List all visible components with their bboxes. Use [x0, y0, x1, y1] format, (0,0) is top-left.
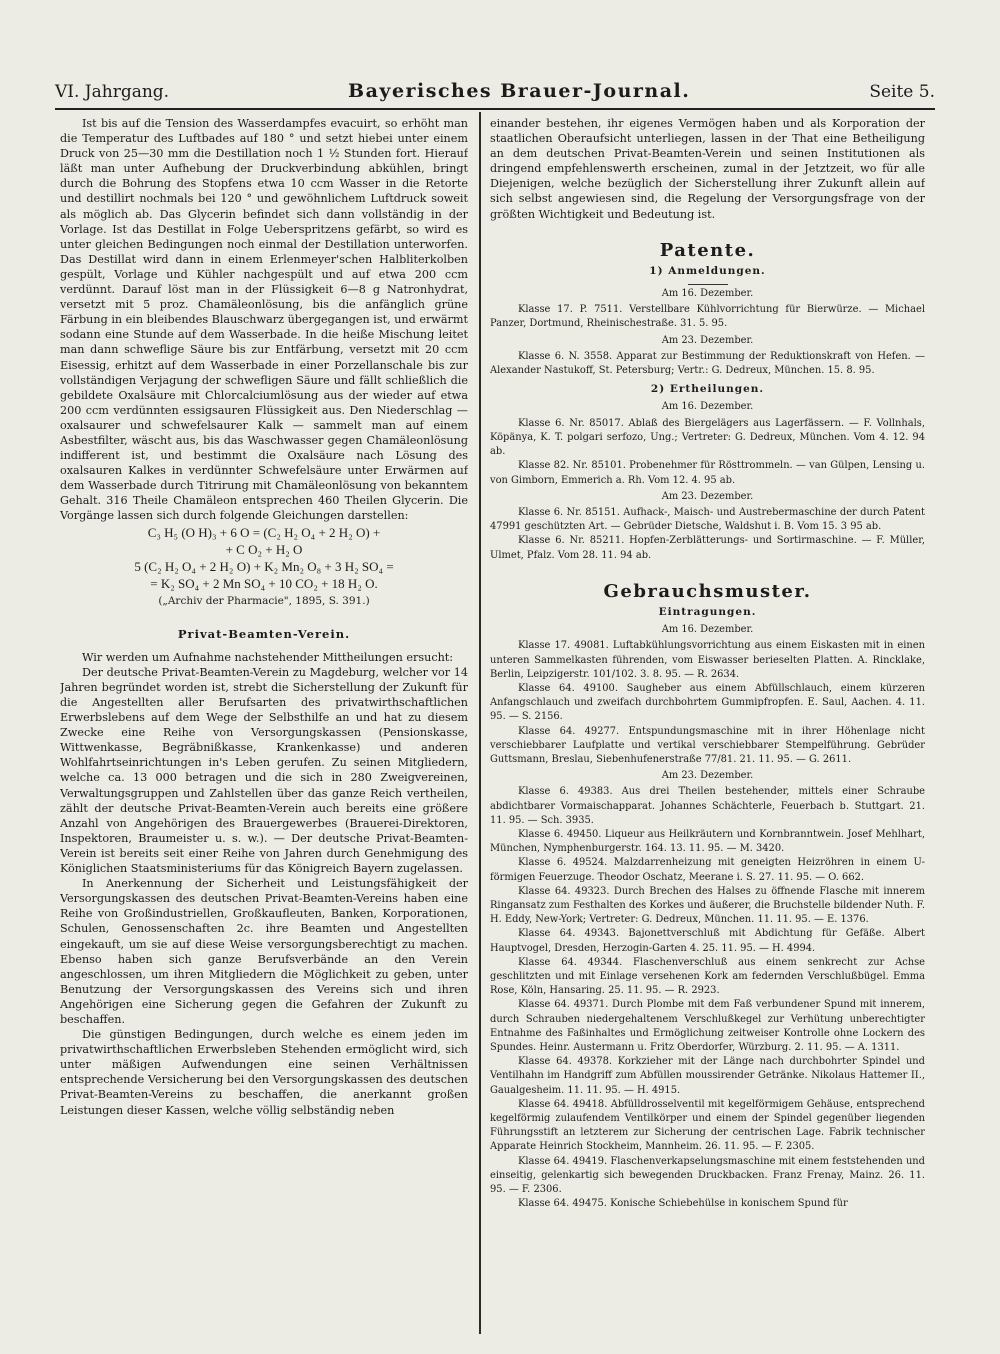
gebrauchsmuster-entry: Klasse 64. 49419. Flaschenverkapselungsmaschine mit einem feststehenden und einseitig, gelenkartig sich bewegenden Druckbacken. Franz Frenay, Mainz. 26. 11. 95. — F. 2306. [490, 1155, 925, 1196]
date-heading: Am 23. Dezember. [661, 334, 754, 346]
date-heading: Am 23. Dezember. [661, 490, 754, 502]
divider [688, 284, 728, 285]
date-heading: Am 16. Dezember. [661, 401, 754, 413]
verein-paragraph-3: Die günstigen Bedingungen, durch welche es einem jeden im privatwirthschaftlichen Erwerbsleben Stehenden ermöglicht wird, sich unter mäßigen Aufwendungen eine seinen Verhältnissen entsprechende Versicherung bei den Versorgungskassen des deutschen Privat-Beamten-Vereins zu beschaffen, die anerkannt großen Leistungen dieser Kassen, welche völlig selbständig neben [60, 1028, 468, 1117]
gebrauchsmuster-entry: Klasse 64. 49418. Abfülldrosselventil mit kegelförmigem Gehäuse, entsprechend kegelförmig zulaufendem Ventilkörper und einem der Spindel gegenüber liegenden Führungsstift an letzterem zur Sicherung der centrischen Lage. Fabrik technischer Apparate Heinrich Stockheim, Mannheim. 26. 11. 95. — F. 2305. [490, 1098, 925, 1153]
date-heading: Am 16. Dezember. [661, 624, 754, 636]
gebrauchsmuster-entry: Klasse 64. 49378. Korkzieher mit der Länge nach durchbohrter Spindel und Ventilhahn im Handgriff zum Abfüllen moussirender Getränke. Nikolaus Hattemer II., Gaualgesheim. 11. 11. 95. — H. 4915. [490, 1056, 925, 1096]
right-column [490, 116, 925, 1326]
left-column [60, 116, 468, 1326]
patents-title: Patente. [659, 239, 756, 261]
gebrauchsmuster-entry: Klasse 64. 49100. Saugheber aus einem Abfüllschlauch, einem kürzeren Anfangschlauch und zweifach durchbohrtem Gummipfropfen. E. Saul, Aachen. 4. 11. 95. — S. 2156. [490, 682, 925, 723]
formula-line-4: = K₂ SO₄ + 2 Mn SO₄ + 10 CO₂ + 18 H₂ O. [150, 575, 378, 591]
anmeldungen-title: 1) Anmeldungen. [649, 264, 766, 277]
date-heading: Am 16. Dezember. [661, 288, 754, 300]
ertheilungen-title: 2) Ertheilungen. [650, 383, 765, 396]
intro-paragraph: Wir werden um Aufnahme nachstehender Mittheilungen ersucht: [82, 650, 454, 664]
date-heading: Am 23. Dezember. [661, 770, 754, 782]
patent-entry: Klasse 6. N. 3558. Apparat zur Bestimmung der Reduktionskraft von Hefen. — Alexander Nastukoff, St. Petersburg; Vertr.: G. Dedreux, München. 15. 8. 95. [490, 350, 925, 377]
patent-entry: Klasse 6. Nr. 85017. Ablaß des Biergelägers aus Lagerfässern. — F. Vollnhals, Köpänya, K. T. polgari serfozo, Ung.; Vertreter: G. Dedreux, München. Vom 4. 12. 94 ab. [490, 417, 925, 458]
patent-entry: Klasse 6. Nr. 85211. Hopfen-Zerblätterungs- und Sortirmaschine. — F. Müller, Ulmet, Pfalz. Vom 28. 11. 94 ab. [490, 535, 925, 561]
gebrauchsmuster-entry: Klasse 64. 49343. Bajonettverschluß mit Abdichtung für Gefäße. Albert Hauptvogel, Dresden, Herzogin-Garten 4. 25. 11. 95. — H. 4994. [490, 928, 925, 954]
gebrauchsmuster-entry: Klasse 64. 49475. Konische Schiebehülse in konischem Spund für [518, 1198, 848, 1210]
gebrauchsmuster-entry: Klasse 64. 49323. Durch Brechen des Halses zu öffnende Flasche mit innerem Ringansatz zum Festhalten des Korkes und äußerer, die Bruchstelle bildender Nuth. F. H. Eddy, New-York; Vertreter: G. Dedreux, München. 11. 11. 95. — E. 1376. [490, 885, 925, 926]
patent-entry: Klasse 82. Nr. 85101. Probenehmer für Rösttrommeln. — van Gülpen, Lensing u. von Gimborn, Emmerich a. Rh. Vom 12. 4. 95 ab. [490, 460, 925, 486]
header-rule [55, 108, 935, 110]
gebrauchsmuster-entry: Klasse 64. 49344. Flaschenverschluß aus einem senkrecht zur Achse geschlitzten und mit Einlage versehenen Kork am federnden Verschlußbügel. Emma Rose, Köln, Hansaring. 25. 11. 95. — R. 2923. [490, 956, 925, 997]
page-number: Seite 5. [869, 82, 935, 102]
patent-entry: Klasse 6. Nr. 85151. Aufhack-, Maisch- und Austrebermaschine der durch Patent 47991 geschützten Art. — Gebrüder Dietsche, Waldshut i. B. Vom 15. 3 95 ab. [490, 506, 925, 533]
patent-entry: Klasse 17. P. 7511. Verstellbare Kühlvorrichtung für Bierwürze. — Michael Panzer, Dortmund, Rheinischestraße. 31. 5. 95. [490, 304, 925, 330]
gebrauchsmuster-entry: Klasse 6. 49383. Aus drei Theilen bestehender, mittels einer Schraube abdichtbarer Vormaischapparat. Johannes Schächterle, Feuerbach b. Stuttgart. 21. 11. 95. — Sch. 3935. [490, 786, 925, 826]
volume-label: VI. Jahrgang. [55, 82, 170, 102]
source-citation: („Archiv der Pharmacie", 1895, S. 391.) [158, 594, 370, 607]
verein-continuation: einander bestehen, ihr eigenes Vermögen haben und als Korporation der staatlichen Oberaufsicht unterliegen, lassen in der That eine Betheiligung an dem deutschen Privat-Beamten-Verein und seinen Institutionen als dringend empfehlenswerth erscheinen, zumal in der Jetztzeit, wo für alle Diejenigen, welche bezüglich der Sicherstellung ihrer Zukunft allein auf sich selbst angewiesen sind, die Regelung der Versorgungsfrage von der größten Wichtigkeit und Bedeutung ist. [490, 117, 925, 221]
column-divider [479, 112, 481, 1334]
gebrauchsmuster-entry: Klasse 17. 49081. Luftabkühlungsvorrichtung aus einem Eiskasten mit in einen unteren Sammelkasten führenden, vom Eiswasser berieselten Platten. A. Rincklake, Berlin, Leipzigerstr. 101/102. 3. 8. 95. — R. 2634. [490, 640, 925, 680]
masthead-title: Bayerisches Brauer-Journal. [348, 80, 691, 102]
formula-line-3: 5 (C₂ H₂ O₄ + 2 H₂ O) + K₂ Mn₂ O₈ + 3 H₂ SO₄ = [134, 558, 394, 574]
page-header [55, 80, 935, 108]
verein-paragraph-1: Der deutsche Privat-Beamten-Verein zu Magdeburg, welcher vor 14 Jahren begründet worden ist, strebt die Sicherstellung der Zukunft für die Angestellten aller Berufsarten des privatwirthschaftlichen Erwerbslebens auf dem Wege der Selbsthilfe an und hat zu diesem Zwecke eine Reihe von Versorgungskassen (Pensionskasse, Wittwenkasse, Begräbnißkasse, Krankenkasse) und anderen Wohlfahrtseinrichtungen in's Leben gerufen. Zu seinen Mitgliedern, welche ca. 13 000 betragen und die sich in 280 Zweigvereinen, Verwaltungsgruppen und Zahlstellen über das ganze Reich vertheilen, zählt der deutsche Privat-Beamten-Verein auch bereits eine größere Anzahl von Angehörigen des Brauergewerbes (Brauerei-Direktoren, Inspektoren, Braumeister u. s. w.). — Der deutsche Privat-Beamten-Verein ist bereits seit einer Reihe von Jahren durch Genehmigung des Königlichen Staatsministeriums für das Königreich Bayern zugelassen. [60, 665, 468, 876]
section-title-privat-beamten-verein: Privat-Beamten-Verein. [177, 626, 351, 641]
eintragungen-title: Eintragungen. [658, 605, 757, 618]
gebrauchsmuster-entry: Klasse 6. 49450. Liqueur aus Heilkräutern und Kornbranntwein. Josef Mehlhart, München, Nymphenburgerstr. 164. 13. 11. 95. — M. 3420. [490, 828, 925, 855]
formula-line-2: + C O₂ + H₂ O [225, 541, 303, 557]
glycerin-paragraph: Ist bis auf die Tension des Wasserdampfes evacuirt, so erhöht man die Temperatur des Luftbades auf 180 ° und setzt hiebei unter einem Druck von 25—30 mm die Destillation noch 1 ½ Stunden fort. Hierauf läßt man unter Aufhebung der Druckverbindung abkühlen, bringt durch die Bohrung des Stopfens etwa 10 ccm Wasser in die Retorte und destillirt nochmals bei 120 ° und gewöhnlichem Luftdruck soweit als möglich ab. Das Glycerin befindet sich dann vollständig in der Vorlage. Ist das Destillat in Folge Ueberspritzens gefärbt, so wird es unter gleichen Bedingungen noch einmal der Destillation unterworfen. Das Destillat wird dann in einem Erlenmeyer'schen Halbliterkolben gespült, Vorlage und Kühler nachgespült und auf etwa 200 ccm verdünnt. Darauf löst man in der Flüssigkeit 6—8 g Natronhydrat, versetzt mit 5 proz. Chamäleonlösung, bis die anfänglich grüne Färbung in ein bleibendes Blauschwarz übergegangen ist, und erwärmt sodann eine Stunde auf dem Wasserbade. In die heiße Mischung leitet man dann schweflige Säure bis zur Entfärbung, versetzt mit 20 ccm Eisessig, erhitzt auf dem Wasserbade in einer Porzellanschale bis zur vollständigen Verjagung der schwefligen Säure und fällt schließlich die gebildete Oxalsäure mit Chlorcalciumlösung aus der wieder auf etwa 200 ccm verdünnten essigsauren Flüssigkeit aus. Den Niederschlag — oxalsaurer und schwefelsaurer Kalk — sammelt man auf einem Asbestfilter, wäscht aus, bis das Waschwasser gegen Chamäleonlösung indifferent ist, und bestimmt die Oxalsäure nach Lösung des oxalsauren Kalkes in verdünnter Schwefelsäure unter Erwärmen auf dem Wasserbade durch Titrirung mit Chamäleonlösung von bekanntem Gehalt. 316 Theile Chamäleon entsprechen 460 Theilen Glycerin. Die Vorgänge lassen sich durch folgende Gleichungen darstellen: [60, 117, 468, 523]
verein-paragraph-2: In Anerkennung der Sicherheit und Leistungsfähigkeit der Versorgungskassen des deutschen Privat-Beamten-Vereins haben eine Reihe von Großindustriellen, Großkaufleuten, Banken, Korporationen, Schulen, Genossenschaften 2c. ihre Beamten und Angestellten eingekauft, um sie auf diese Weise versorgungsberechtigt zu machen. Ebenso haben sich ganze Berufsverbände an den Verein angeschlossen, um ihren Mitgliedern die Möglichkeit zu geben, unter Benutzung der Versorgungskassen des Vereins sich und ihren Angehörigen eine Sicherung gegen die Gefahren der Zukunft zu beschaffen. [60, 877, 468, 1026]
gebrauchsmuster-entry: Klasse 64. 49277. Entspundungsmaschine mit in ihrer Höhenlage nicht verschiebbarer Laufplatte und vertikal verschiebbarer Stempelführung. Gebrüder Guttsmann, Breslau, Siebenhufenerstraße 77/81. 21. 11. 95. — G. 2611. [490, 725, 925, 765]
gebrauchsmuster-entry: Klasse 6. 49524. Malzdarrenheizung mit geneigten Heizröhren in einem U-förmigen Feuerzuge. Theodor Oschatz, Meerane i. S. 27. 11. 95. — O. 662. [490, 857, 925, 883]
gebrauchsmuster-title: Gebrauchsmuster. [603, 580, 812, 602]
gebrauchsmuster-entry: Klasse 64. 49371. Durch Plombe mit dem Faß verbundener Spund mit innerem, durch Schrauben niedergehaltenem Verschlußkegel zur Verhütung unberechtigter Entnahme des Faßinhaltes und Ermöglichung zeitweiser Kontrolle ohne Lockern des Spundes. Heinr. Austermann u. Fritz Oberdorfer, Würzburg. 2. 11. 95. — A. 1311. [490, 999, 925, 1054]
formula-line-1: C₃ H₅ (O H)₃ + 6 O = (C₂ H₂ O₄ + 2 H₂ O) + [147, 524, 381, 540]
